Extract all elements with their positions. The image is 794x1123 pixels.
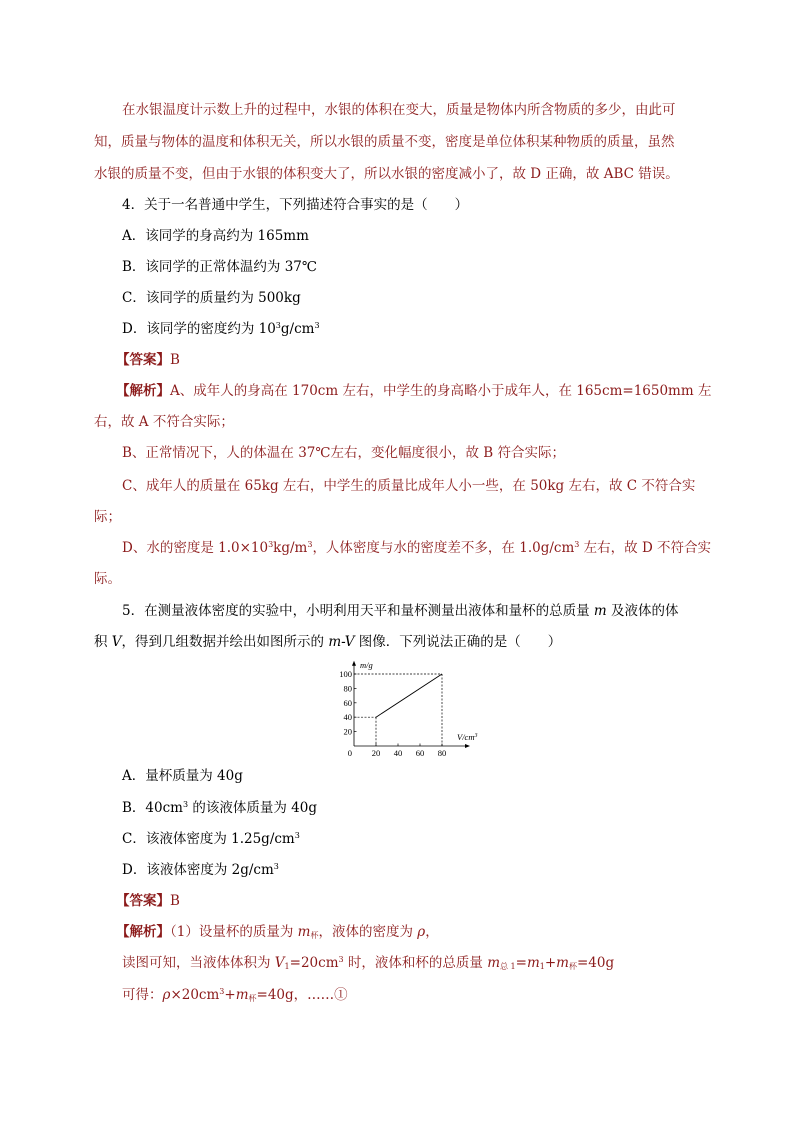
q5-stem-line-2: 积 V，得到几组数据并绘出如图所示的 m-V 图像．下列说法正确的是（ ） [94,634,562,650]
q4-stem: 4．关于一名普通中学生，下列描述符合事实的是（ ） [122,197,469,213]
graph-y-label: m/g [360,660,373,670]
explanation-line-1: 在水银温度计示数上升的过程中，水银的体积在变大，质量是物体内所含物质的多少，由此可 [122,102,676,118]
graph-x-tick-label: 80 [437,748,447,758]
q5-option-c: C．该液体密度为 $1.25g/cm^3$ [122,831,300,847]
q4-analysis-3: C、成年人的质量在 65kg 左右，中学生的质量比成年人小一些，在 50kg 左右，故 C 不符合实 [122,478,696,494]
q5-analysis-1: 【解析】（1）设量杯的质量为 $m_杯$，液体的密度为 ρ， [116,924,439,940]
graph-y-tick-label: 20 [343,726,352,737]
graph-y-tick-label: 100 [339,669,352,679]
q4-analysis-1b: 右，故 A 不符合实际； [94,414,234,430]
q4-option-c: C．该同学的质量约为 500kg [122,290,301,306]
graph-x-tick-label: 0 [347,748,352,758]
q4-option-d: D．该同学的密度约为 $10^3g/cm^3$ [122,321,320,337]
q4-analysis-4b: 际。 [94,571,121,587]
q4-analysis-3b: 际； [94,509,121,525]
explanation-line-3: 水银的质量不变，但由于水银的体积变大了，所以水银的密度减小了，故 D 正确，故 ABC 错误。 [94,166,679,182]
graph-y-tick-label: 60 [343,697,352,708]
q5-stem-line-1: 5．在测量液体密度的实验中，小明利用天平和量杯测量出液体和量杯的总质量 m 及液体的体 [122,603,679,619]
q5-analysis-3: 可得：$\rho\times 20cm^3+m_杯=40g$，……① [122,987,348,1003]
graph-x-tick-label: 60 [415,748,425,758]
q4-analysis-2: B、正常情况下，人的体温在 37℃左右，变化幅度很小，故 B 符合实际； [122,445,565,461]
graph-series-line [376,674,442,717]
graph-x-label: $V/cm^3$ [457,732,478,742]
q4-option-b: B．该同学的正常体温约为 37℃ [122,259,317,275]
graph-x-arrow [465,744,470,748]
q5-answer: 【答案】B [116,893,180,909]
explanation-line-2: 知，质量与物体的温度和体积无关，所以水银的质量不变，密度是单位体积某种物质的质量，虽然 [94,134,675,150]
q5-option-a: A．量杯质量为 40g [122,768,243,784]
graph-y-tick-label: 40 [343,712,352,723]
graph-y-arrow [352,661,356,666]
q4-answer: 【答案】B [116,352,180,368]
q5-option-b: B．$40cm^3$ 的该液体质量为 40g [122,800,317,816]
graph-x-tick-label: 20 [371,748,381,758]
mv-graph [336,660,486,760]
graph-y-tick-label: 80 [343,683,352,694]
q5-analysis-2: 读图可知，当液体体积为 $V_1=20cm^3$ 时，液体和杯的总质量 $m_{总 1}=m_1+m_杯=40g$ [122,955,615,971]
graph-x-tick-label: 40 [393,748,403,758]
q4-analysis-4: D、水的密度是 $1.0\times 10^3kg/m^3$，人体密度与水的密度差不多，在 $1.0g/cm^3$ 左右，故 D 不符合实 [122,540,712,556]
q4-analysis-1: 【解析】A、成年人的身高在 170cm 左右，中学生的身高略小于成年人，在 165cm=1650mm 左 [116,383,712,399]
q5-option-d: D．该液体密度为 $2g/cm^3$ [122,862,279,878]
q4-option-a: A．该同学的身高约为 165mm [122,228,309,244]
